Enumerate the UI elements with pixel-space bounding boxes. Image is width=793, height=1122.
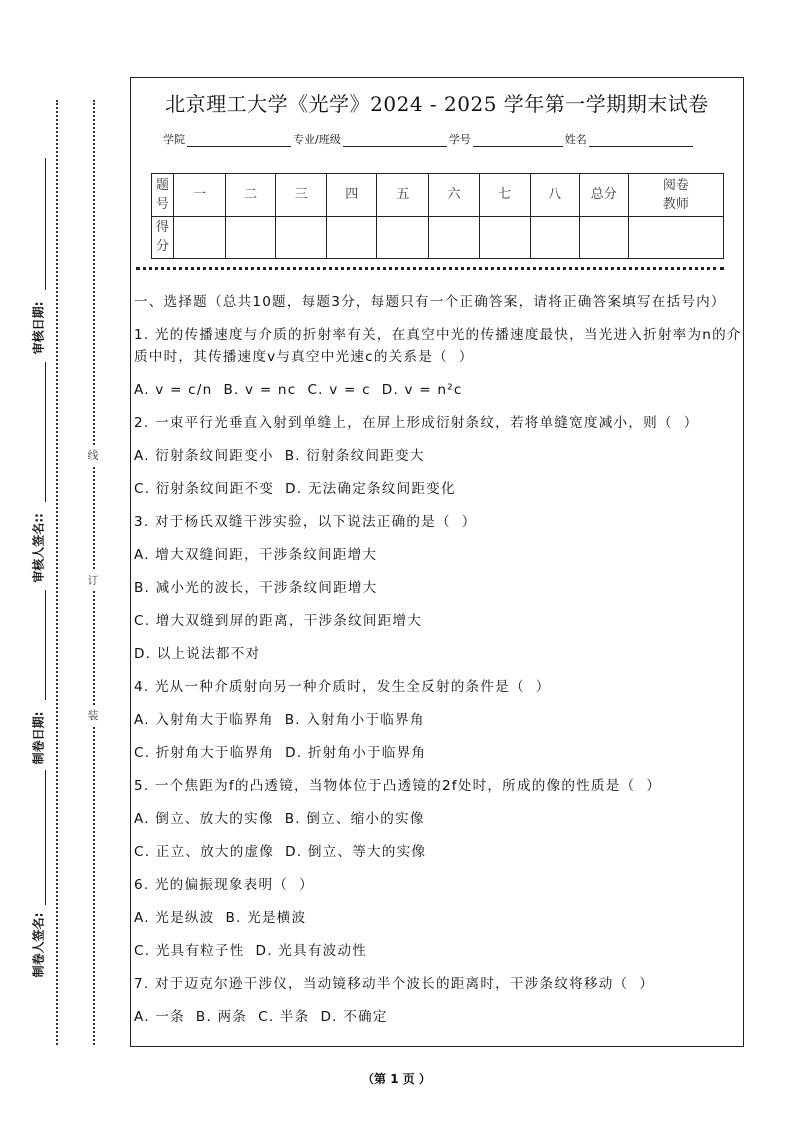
column-header: 七 xyxy=(479,174,530,217)
score-cell[interactable] xyxy=(628,216,723,259)
name-field[interactable] xyxy=(589,132,693,147)
question-line: 7. 对于迈克尔逊干涉仪，当动镜移动半个波长的距离时，干涉条纹将移动（ ） xyxy=(134,976,655,992)
question-line: 6. 光的偏振现象表明（ ） xyxy=(134,877,314,893)
column-header: 二 xyxy=(226,174,276,217)
compiler-signature-label: 制卷人签名: xyxy=(31,912,46,978)
question-line: 5. 一个焦距为f的凸透镜，当物体位于凸透镜的2f处时，所成的像的性质是（ ） xyxy=(134,778,662,794)
question-section xyxy=(134,291,742,1039)
question-line: 1. 光的传播速度与介质的折射率有关，在真空中光的传播速度最快，当光进入折射率为n的介质中时，其传播速度v与真空中光速c的关系是（ ） xyxy=(134,327,742,365)
score-cell[interactable] xyxy=(327,216,377,259)
score-table-header-row xyxy=(152,174,724,217)
score-table-score-row xyxy=(152,216,724,259)
score-cell[interactable] xyxy=(479,216,530,259)
question-line: A. 一条 B. 两条 C. 半条 D. 不确定 xyxy=(134,1009,388,1025)
section-divider xyxy=(136,267,724,270)
student-id-label: 学号 xyxy=(448,133,471,146)
question-line: C. 增大双缝到屏的距离，干涉条纹间距增大 xyxy=(134,613,423,629)
score-cell[interactable] xyxy=(530,216,579,259)
question-line: A. v = c/n B. v = nc C. v = c D. v = n²c xyxy=(134,382,463,398)
question-line: 3. 对于杨氏双缝干涉实验，以下说法正确的是（ ） xyxy=(134,514,477,530)
student-id-field[interactable] xyxy=(473,132,563,147)
column-header: 五 xyxy=(377,174,429,217)
major-class-label: 专业/班级 xyxy=(293,133,341,146)
column-header: 八 xyxy=(530,174,579,217)
question-line: 4. 光从一种介质射向另一种介质时，发生全反射的条件是（ ） xyxy=(134,679,551,695)
score-cell[interactable] xyxy=(276,216,327,259)
student-info-row xyxy=(163,131,695,147)
reviewer-signature-label: 审核人签名:: xyxy=(31,513,46,583)
exam-title: 北京理工大学《光学》2024 - 2025 学年第一学期期末试卷 xyxy=(165,92,709,116)
column-header: 总分 xyxy=(579,174,628,217)
question-line: A. 入射角大于临界角 B. 入射角小于临界角 xyxy=(134,712,425,728)
question-line: A. 增大双缝间距，干涉条纹间距增大 xyxy=(134,547,378,563)
column-header: 阅卷教师 xyxy=(628,174,723,217)
college-field[interactable] xyxy=(187,132,291,147)
question-line: C. 光具有粒子性 D. 光具有波动性 xyxy=(134,943,368,959)
signature-line xyxy=(45,770,46,905)
question-line: A. 衍射条纹间距变小 B. 衍射条纹间距变大 xyxy=(134,448,425,464)
signature-line xyxy=(45,158,46,290)
review-date-label: 审核日期: xyxy=(31,301,46,355)
compile-date-label: 制卷日期: xyxy=(31,711,46,765)
score-cell[interactable] xyxy=(429,216,479,259)
column-header: 一 xyxy=(174,174,226,217)
binding-mark-line: 线 xyxy=(88,445,99,465)
binding-mark-bind: 装 xyxy=(88,705,99,725)
page-number: （第 1 页 ） xyxy=(362,1072,431,1086)
name-label: 姓名 xyxy=(564,133,587,146)
question-line: B. 减小光的波长，干涉条纹间距增大 xyxy=(134,580,378,596)
question-line: C. 正立、放大的虚像 D. 倒立、等大的实像 xyxy=(134,844,427,860)
question-line: A. 光是纵波 B. 光是横波 xyxy=(134,910,307,926)
section-heading: 一、选择题（总共10题，每题3分，每题只有一个正确答案，请将正确答案填写在括号内） xyxy=(134,294,726,310)
question-line: A. 倒立、放大的实像 B. 倒立、缩小的实像 xyxy=(134,811,425,827)
score-cell[interactable] xyxy=(377,216,429,259)
header-label: 题号 xyxy=(152,174,174,217)
score-table xyxy=(151,173,724,259)
score-cell[interactable] xyxy=(226,216,276,259)
question-line: 2. 一束平行光垂直入射到单缝上，在屏上形成衍射条纹，若将单缝宽度减小，则（ ） xyxy=(134,415,699,431)
signature-line xyxy=(45,362,46,502)
column-header: 六 xyxy=(429,174,479,217)
column-header: 四 xyxy=(327,174,377,217)
binding-dotted-line-outer xyxy=(56,100,58,1045)
column-header: 三 xyxy=(276,174,327,217)
question-line: C. 衍射条纹间距不变 D. 无法确定条纹间距变化 xyxy=(134,481,456,497)
binding-mark-staple: 订 xyxy=(88,570,99,590)
score-cell[interactable] xyxy=(174,216,226,259)
college-label: 学院 xyxy=(163,133,185,146)
major-class-field[interactable] xyxy=(343,132,447,147)
question-line: C. 折射角大于临界角 D. 折射角小于临界角 xyxy=(134,745,427,761)
score-label: 得分 xyxy=(152,216,174,259)
question-line: D. 以上说法都不对 xyxy=(134,646,261,662)
signature-line xyxy=(45,590,46,700)
score-cell[interactable] xyxy=(579,216,628,259)
